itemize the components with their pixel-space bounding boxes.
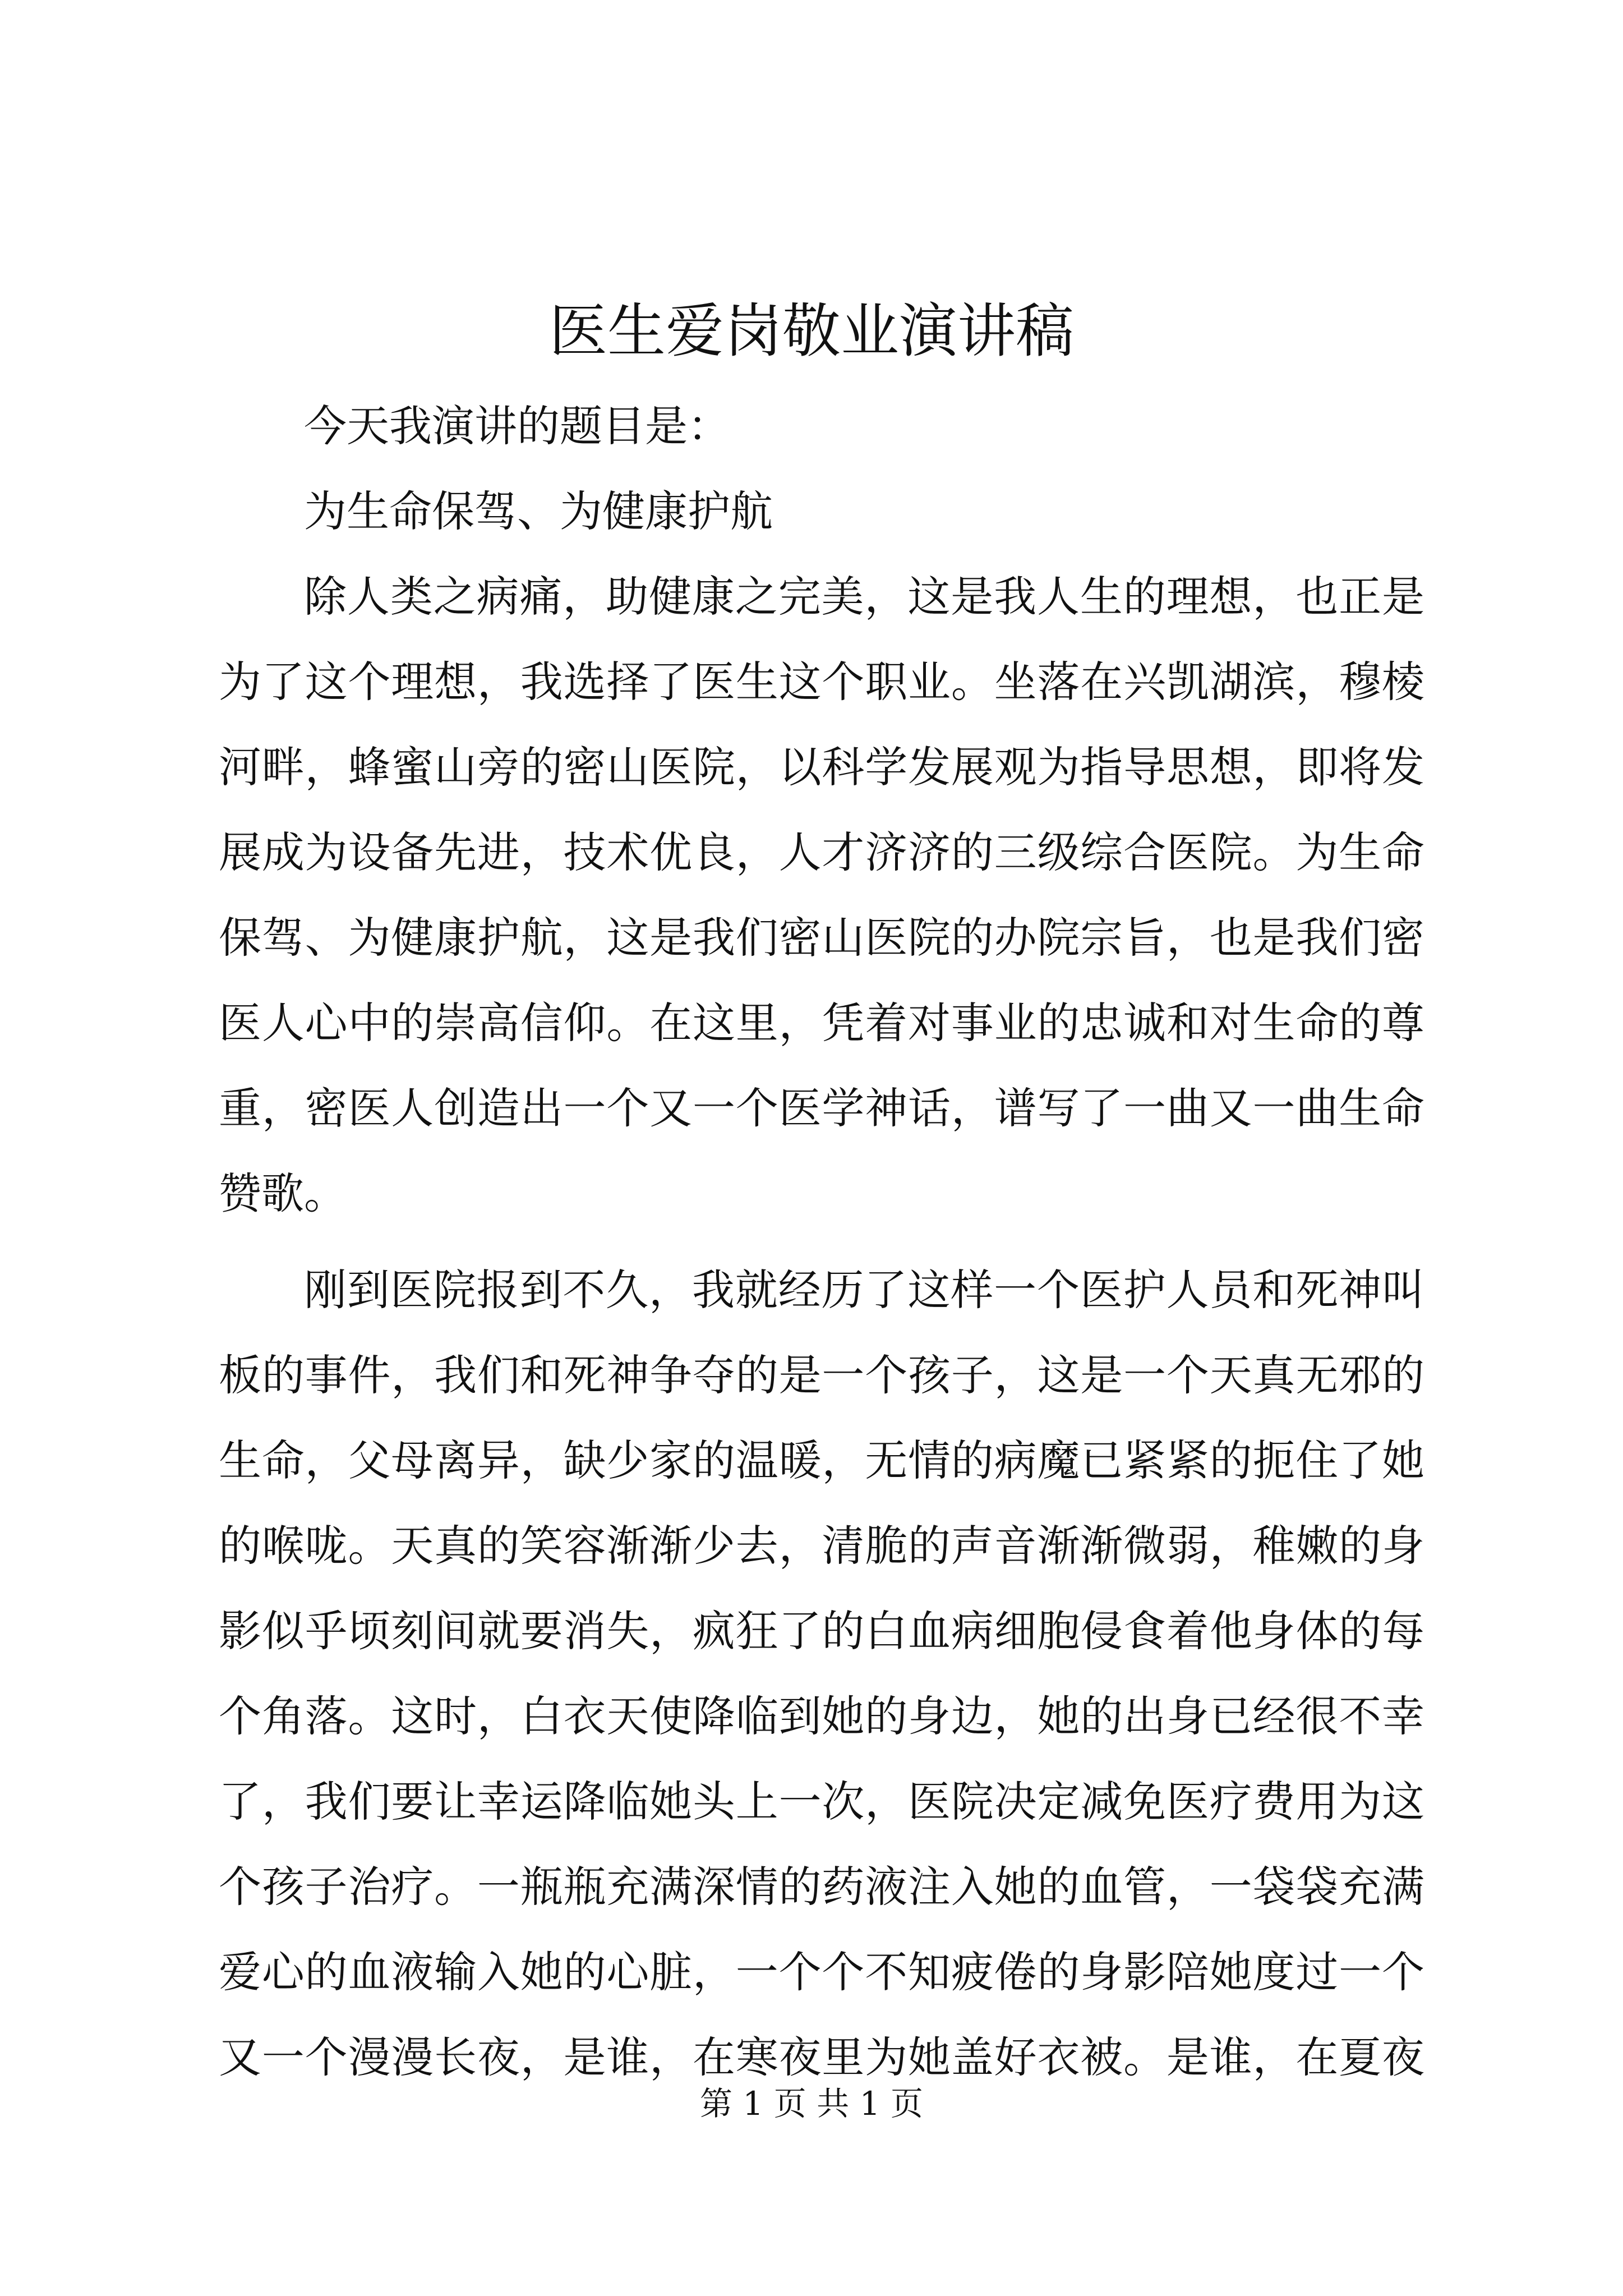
text-line: 板的事件，我们和死神争夺的是一个孩子，这是一个天真无邪的 — [219, 1350, 1424, 1400]
page-footer: 第 1 页 共 1 页 — [700, 2085, 923, 2123]
text-line: 刚到医院报到不久，我就经历了这样一个医护人员和死神叫 — [304, 1265, 1424, 1315]
text-line: 赞歌。 — [219, 1168, 347, 1218]
text-line: 展成为设备先进，技术优良，人才济济的三级综合医院。为生命 — [219, 827, 1424, 877]
document-title: 医生爱岗敬业演讲稿 — [548, 297, 1074, 365]
text-line: 保驾、为健康护航，这是我们密山医院的办院宗旨，也是我们密 — [219, 913, 1424, 963]
text-line: 河畔，蜂蜜山旁的密山医院，以科学发展观为指导思想，即将发 — [219, 742, 1424, 792]
document-body — [219, 384, 1424, 2100]
text-line: 为生命保驾、为健康护航 — [304, 486, 773, 536]
paragraph-gap — [219, 1236, 1424, 1248]
text-line: 爱心的血液输入她的心脏，一个个不知疲倦的身影陪她度过一个 — [219, 1947, 1424, 1997]
text-line: 除人类之病痛，助健康之完美，这是我人生的理想，也正是 — [304, 572, 1424, 622]
text-line: 为了这个理想，我选择了医生这个职业。坐落在兴凯湖滨，穆棱 — [219, 657, 1424, 707]
text-line: 重，密医人创造出一个又一个医学神话，谱写了一曲又一曲生命 — [219, 1083, 1424, 1133]
text-line: 个孩子治疗。一瓶瓶充满深情的药液注入她的血管，一袋袋充满 — [219, 1862, 1424, 1912]
text-line: 又一个漫漫长夜，是谁，在寒夜里为她盖好衣被。是谁，在夏夜 — [219, 2032, 1424, 2082]
text-line: 个角落。这时，白衣天使降临到她的身边，她的出身已经很不幸 — [219, 1691, 1424, 1741]
text-line: 影似乎顷刻间就要消失，疯狂了的白血病细胞侵食着他身体的每 — [219, 1606, 1424, 1656]
text-line: 生命，父母离异，缺少家的温暖，无情的病魔已紧紧的扼住了她 — [219, 1435, 1424, 1485]
text-line: 医人心中的崇高信仰。在这里，凭着对事业的忠诚和对生命的尊 — [219, 998, 1424, 1048]
text-line: 今天我演讲的题目是： — [304, 401, 730, 451]
text-line: 的喉咙。天真的笑容渐渐少去，清脆的声音渐渐微弱，稚嫩的身 — [219, 1521, 1424, 1571]
text-line: 了，我们要让幸运降临她头上一次，医院决定减免医疗费用为这 — [219, 1777, 1424, 1826]
